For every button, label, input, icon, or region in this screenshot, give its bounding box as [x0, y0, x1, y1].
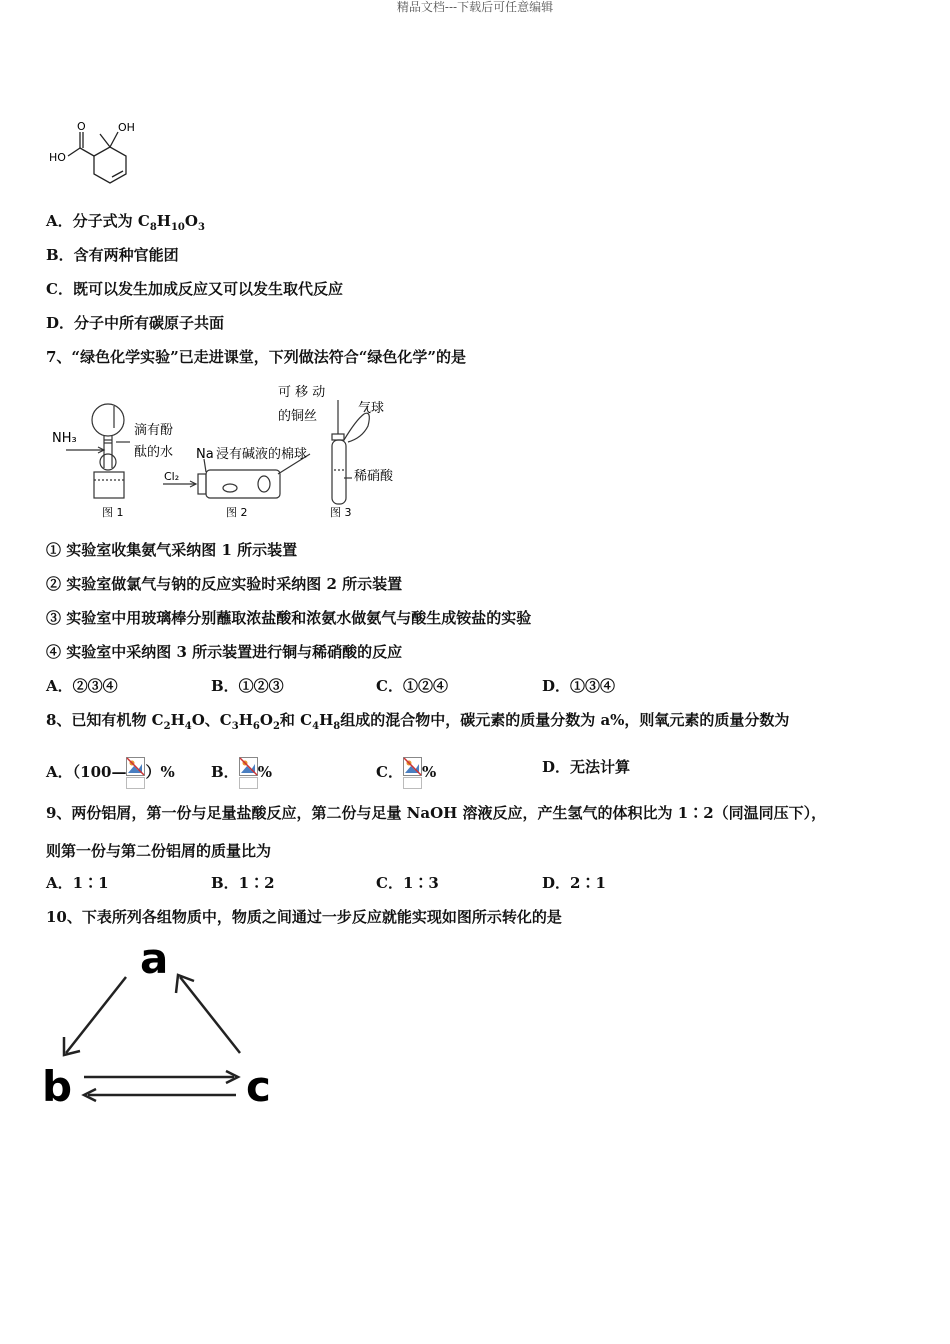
- page-header: 精品文档---下载后可任意编辑: [396, 0, 554, 14]
- fig3-movable-label-1: 可 移 动: [278, 385, 326, 400]
- q8-stem: 8、已知有机物 $C_2H_4O$、$C_3H_6O_2$和 $C_4H_8$组成的混合物中，碳元素的质量分数为 a%，则氧元素的质量分数为: [46, 711, 790, 732]
- q7-option-d: D．①③④: [542, 677, 616, 695]
- q6-option-a: A．分子式为 $C_8H_{10}O_3$: [46, 212, 205, 233]
- q7-option-c: C．①②④: [376, 677, 448, 695]
- q7-statement-2: ② 实验室做氯气与钠的反应实验时采纳图 2 所示装置: [46, 575, 403, 593]
- fig3-balloon-label: 气球: [358, 401, 385, 416]
- fig2-cotton-label: 浸有碱液的棉球: [216, 447, 308, 462]
- q6-option-c: C．既可以发生加成反应又可以发生取代反应: [46, 280, 343, 298]
- broken-image-icon: [239, 757, 258, 789]
- q8-option-d: D．无法计算: [542, 758, 631, 776]
- q9-option-d: D．2∶1: [542, 874, 606, 892]
- q7-apparatus-figure: [46, 380, 406, 522]
- q8-option-a: A．（100— ）%: [46, 757, 175, 789]
- fig3-movable-label-2: 的铜丝: [278, 409, 318, 424]
- node-a: a: [140, 935, 169, 983]
- q7-option-b: B．①②③: [211, 677, 284, 695]
- q9-option-b: B．1∶2: [211, 874, 275, 892]
- node-b: b: [42, 1062, 73, 1111]
- q9-stem-line-2: 则第一份与第二份铝屑的质量比为: [46, 842, 272, 860]
- broken-image-icon: [126, 757, 145, 789]
- fig3-acid-label: 稀硝酸: [354, 469, 394, 484]
- q10-transformation-diagram: [40, 935, 285, 1115]
- q8-option-c: C． %: [376, 757, 436, 789]
- fig2-cl2-label: Cl₂: [164, 470, 180, 483]
- fig2-caption: 图 2: [226, 506, 248, 519]
- q8-option-b: B． %: [211, 757, 272, 789]
- q10-stem: 10、下表所列各组物质中，物质之间通过一步反应就能实现如图所示转化的是: [46, 908, 562, 926]
- fig1-caption: 图 1: [102, 506, 124, 519]
- q9-option-a: A．1∶1: [46, 874, 109, 892]
- q7-statement-4: ④ 实验室中采纳图 3 所示装置进行铜与稀硝酸的反应: [46, 643, 403, 661]
- q9-option-c: C．1∶3: [376, 874, 439, 892]
- q9-stem-line-1: 9、两份铝屑，第一份与足量盐酸反应，第二份与足量 NaOH 溶液反应，产生氢气的体积比为 1∶2（同温同压下），: [46, 804, 827, 822]
- fig1-drop-label-2: 酞的水: [134, 445, 174, 460]
- q7-statement-3: ③ 实验室中用玻璃棒分别蘸取浓盐酸和浓氨水做氨气与酸生成铵盐的实验: [46, 609, 532, 627]
- molecule-structure: [46, 118, 146, 193]
- q7-stem: 7、“绿色化学实验”已走进课堂，下列做法符合“绿色化学”的是: [46, 348, 466, 366]
- q6-option-b: B．含有两种官能团: [46, 246, 179, 264]
- fig1-nh3-label: NH₃: [52, 431, 77, 446]
- broken-image-icon: [403, 757, 422, 789]
- node-c: c: [246, 1062, 271, 1111]
- fig2-na-label: Na: [196, 447, 214, 462]
- q6-option-d: D．分子中所有碳原子共面: [46, 314, 225, 332]
- fig3-caption: 图 3: [330, 506, 352, 519]
- molecule-label-oh: OH: [118, 121, 135, 134]
- q7-option-a: A．②③④: [46, 677, 118, 695]
- q7-statement-1: ① 实验室收集氨气采纳图 1 所示装置: [46, 541, 298, 559]
- fig1-drop-label-1: 滴有酚: [134, 423, 174, 438]
- molecule-label-ho: HO: [49, 151, 66, 164]
- molecule-label-o: O: [77, 120, 86, 133]
